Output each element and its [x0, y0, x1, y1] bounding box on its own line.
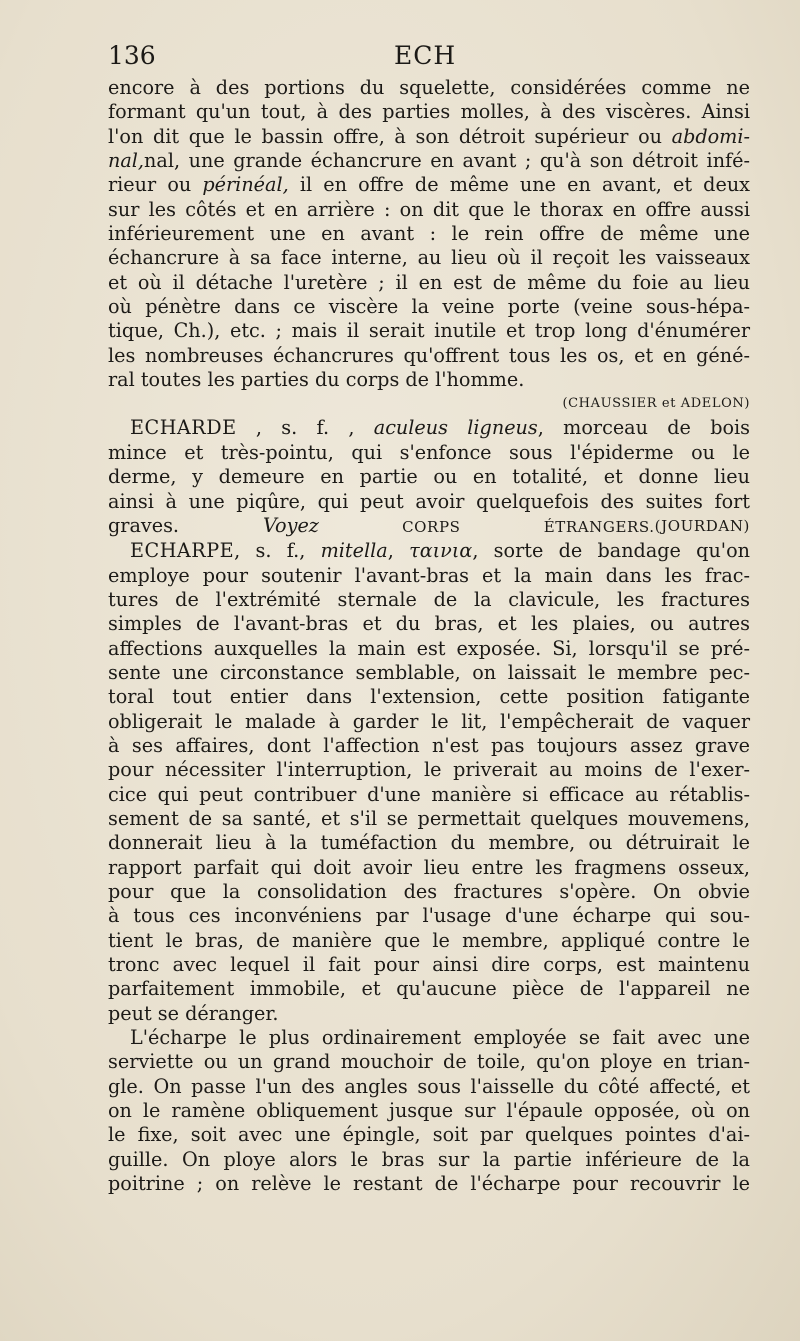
text-line: obligerait le malade à garder le lit, l'empêcherait de vaquer: [108, 709, 750, 733]
text-line: gle. On passe l'un des angles sous l'aisselle du côté affecté, et: [108, 1074, 750, 1098]
author-signature: (JOURDAN): [654, 516, 750, 535]
text-line: graves. Voyez CORPS ÉTRANGERS. (JOURDAN): [108, 513, 750, 537]
text-line: mince et très-pointu, qui s'enfonce sous l'épiderme ou le: [108, 440, 750, 464]
cross-reference: CORPS ÉTRANGERS.: [318, 517, 655, 536]
text-line: rapport parfait qui doit avoir lieu entre les fragmens osseux,: [108, 855, 750, 879]
headword: ECHARDE: [130, 416, 237, 440]
greek-term: ταινια: [409, 539, 473, 563]
text-line: encore à des portions du squelette, considérées comme ne: [108, 76, 750, 99]
text-line: sement de sa santé, et s'il se permettait quelques mouvemens,: [108, 806, 750, 830]
text-line: guille. On ploye alors le bras sur la partie inférieure de la: [108, 1147, 750, 1171]
italic-term: nal,: [108, 149, 145, 173]
text-line: donnerait lieu à la tuméfaction du membre, ou détruirait le: [108, 831, 750, 855]
text-line: cice qui peut contribuer d'une manière si efficace au rétablis-: [108, 782, 750, 806]
text-line: ral toutes les parties du corps de l'homme.: [108, 368, 525, 392]
text-line: et où il détache l'uretère ; il en est de même du foie au lieu: [108, 270, 750, 294]
italic-term: périnéal,: [202, 173, 289, 197]
running-head: ECH: [394, 41, 457, 70]
entry-echarde: ECHARDE , s. f. , aculeus ligneus, morceau de bois: [130, 416, 751, 440]
text-line: derme, y demeure en partie ou en totalité, et donne lieu: [108, 465, 750, 489]
voyez-term: Voyez: [262, 513, 319, 537]
text-line: l'on dit que le bassin offre, à son détroit supérieur ou abdomi-: [108, 124, 750, 148]
text-line: sente une circonstance semblable, on laissait le membre pec-: [108, 660, 750, 684]
text-line: échancrure à sa face interne, au lieu où il reçoit les vaisseaux: [108, 246, 750, 270]
text-line: serviette ou un grand mouchoir de toile, qu'on ploye en trian-: [108, 1050, 750, 1074]
latin-term: aculeus ligneus: [373, 416, 538, 440]
text-line: simples de l'avant-bras et du bras, et les plaies, ou autres: [108, 612, 750, 636]
text-line: poitrine ; on relève le restant de l'écharpe pour recouvrir le: [108, 1172, 750, 1196]
text-line: les nombreuses échancrures qu'offrent tous les os, et en géné-: [108, 343, 750, 367]
text-line: tique, Ch.), etc. ; mais il serait inutile et trop long d'énumérer: [108, 319, 750, 343]
text-line: affections auxquelles la main est exposée. Si, lorsqu'il se pré-: [108, 636, 750, 660]
body-text: [108, 76, 750, 1196]
headword: ECHARPE: [130, 539, 235, 563]
text-line: tures de l'extrémité sternale de la clavicule, les fractures: [108, 587, 750, 611]
text-line: où pénètre dans ce viscère la veine porte (veine sous-hépa-: [108, 295, 750, 319]
text-line: inférieurement une en avant : le rein offre de même une: [108, 222, 750, 246]
page-number: 136: [108, 41, 156, 70]
latin-term: mitella: [320, 539, 388, 563]
text-line: le fixe, soit avec une épingle, soit par quelques pointes d'ai-: [108, 1123, 750, 1147]
text-line: tronc avec lequel il fait pour ainsi dire corps, est maintenu: [108, 953, 750, 977]
text-line: pour nécessiter l'interruption, le priverait au moins de l'exer-: [108, 758, 750, 782]
entry-echarpe: ECHARPE, s. f., mitella, ταινια, sorte de bandage qu'on: [130, 539, 750, 563]
text-line: peut se déranger.: [108, 1001, 279, 1025]
author-signature: (CHAUSSIER et ADELON): [562, 396, 750, 412]
text-line: toral tout entier dans l'extension, cette position fatigante: [108, 685, 750, 709]
text-line: pour que la consolidation des fractures s'opère. On obvie: [108, 880, 750, 903]
text-line: rieur ou périnéal, il en offre de même une en avant, et deux: [108, 173, 750, 197]
text-line: on le ramène obliquement jusque sur l'épaule opposée, où on: [108, 1099, 750, 1123]
italic-term: abdomi-: [671, 124, 750, 148]
text-line: ainsi à une piqûre, qui peut avoir quelquefois des suites fort: [108, 489, 750, 513]
page-header: [108, 36, 750, 76]
text-line: tient le bras, de manière que le membre, appliqué contre le: [108, 928, 750, 952]
text-line: L'écharpe le plus ordinairement employée se fait avec une: [130, 1026, 750, 1050]
text-line: formant qu'un tout, à des parties molles, à des viscères. Ainsi: [108, 100, 750, 124]
text-line: sur les côtés et en arrière : on dit que le thorax en offre aussi: [108, 197, 750, 221]
text-line: parfaitement immobile, et qu'aucune pièce de l'appareil ne: [108, 977, 750, 1001]
text-line: à tous ces inconvéniens par l'usage d'une écharpe qui sou-: [108, 904, 750, 928]
text-line: à ses affaires, dont l'affection n'est pas toujours assez grave: [108, 733, 750, 757]
text-line: employe pour soutenir l'avant-bras et la main dans les frac-: [108, 563, 750, 587]
text-line: nal,nal, une grande échancrure en avant ; qu'à son détroit infé-: [108, 149, 750, 173]
